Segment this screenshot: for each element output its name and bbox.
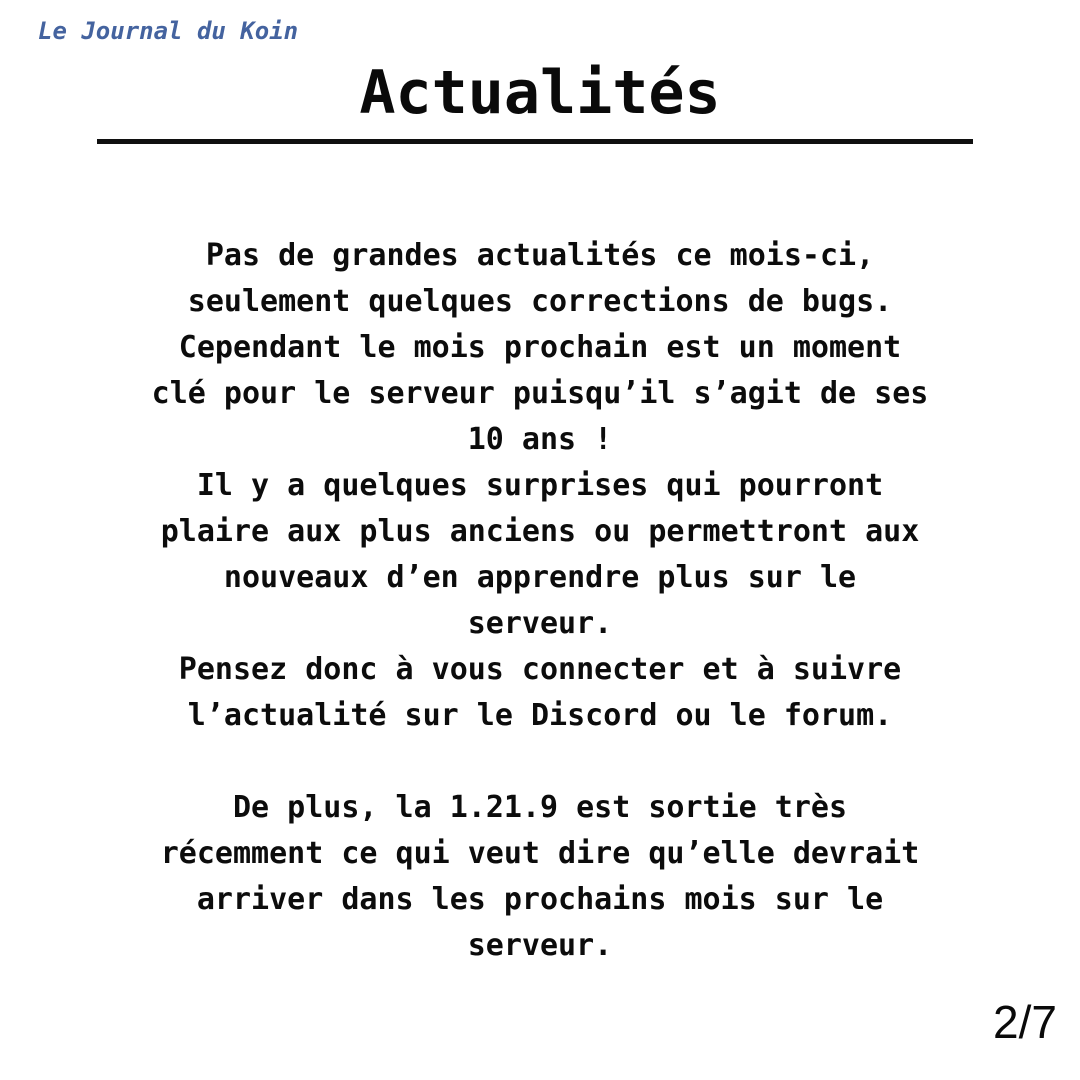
article-body: [0, 233, 1080, 969]
text-line: De plus, la 1.21.9 est sortie très: [232, 790, 848, 825]
text-line: [0, 739, 1080, 785]
text-line: l’actualité sur le Discord ou le forum.: [187, 698, 893, 733]
title-underline: [97, 139, 973, 144]
text-line: plaire aux plus anciens ou permettront aux: [160, 514, 920, 549]
text-line: nouveaux d’en apprendre plus sur le: [223, 560, 857, 595]
text-line: 10 ans !: [467, 422, 613, 457]
text-line: arriver dans les prochains mois sur le: [196, 882, 884, 917]
text-line: serveur.: [467, 928, 613, 963]
journal-name: Le Journal du Koin: [38, 17, 299, 45]
text-line: récemment ce qui veut dire qu’elle devrait: [160, 836, 920, 871]
text-line: seulement quelques corrections de bugs.: [187, 284, 893, 319]
page-indicator: 2/7: [993, 996, 1057, 1048]
text-line: Pensez donc à vous connecter et à suivre: [178, 652, 902, 687]
text-line: Il y a quelques surprises qui pourront: [196, 468, 884, 503]
text-line: Pas de grandes actualités ce mois-ci,: [205, 238, 875, 273]
text-line: Cependant le mois prochain est un moment: [178, 330, 902, 365]
text-line: clé pour le serveur puisqu’il s’agit de ses: [151, 376, 929, 411]
text-line: serveur.: [467, 606, 613, 641]
page-title: Actualités: [359, 58, 721, 128]
